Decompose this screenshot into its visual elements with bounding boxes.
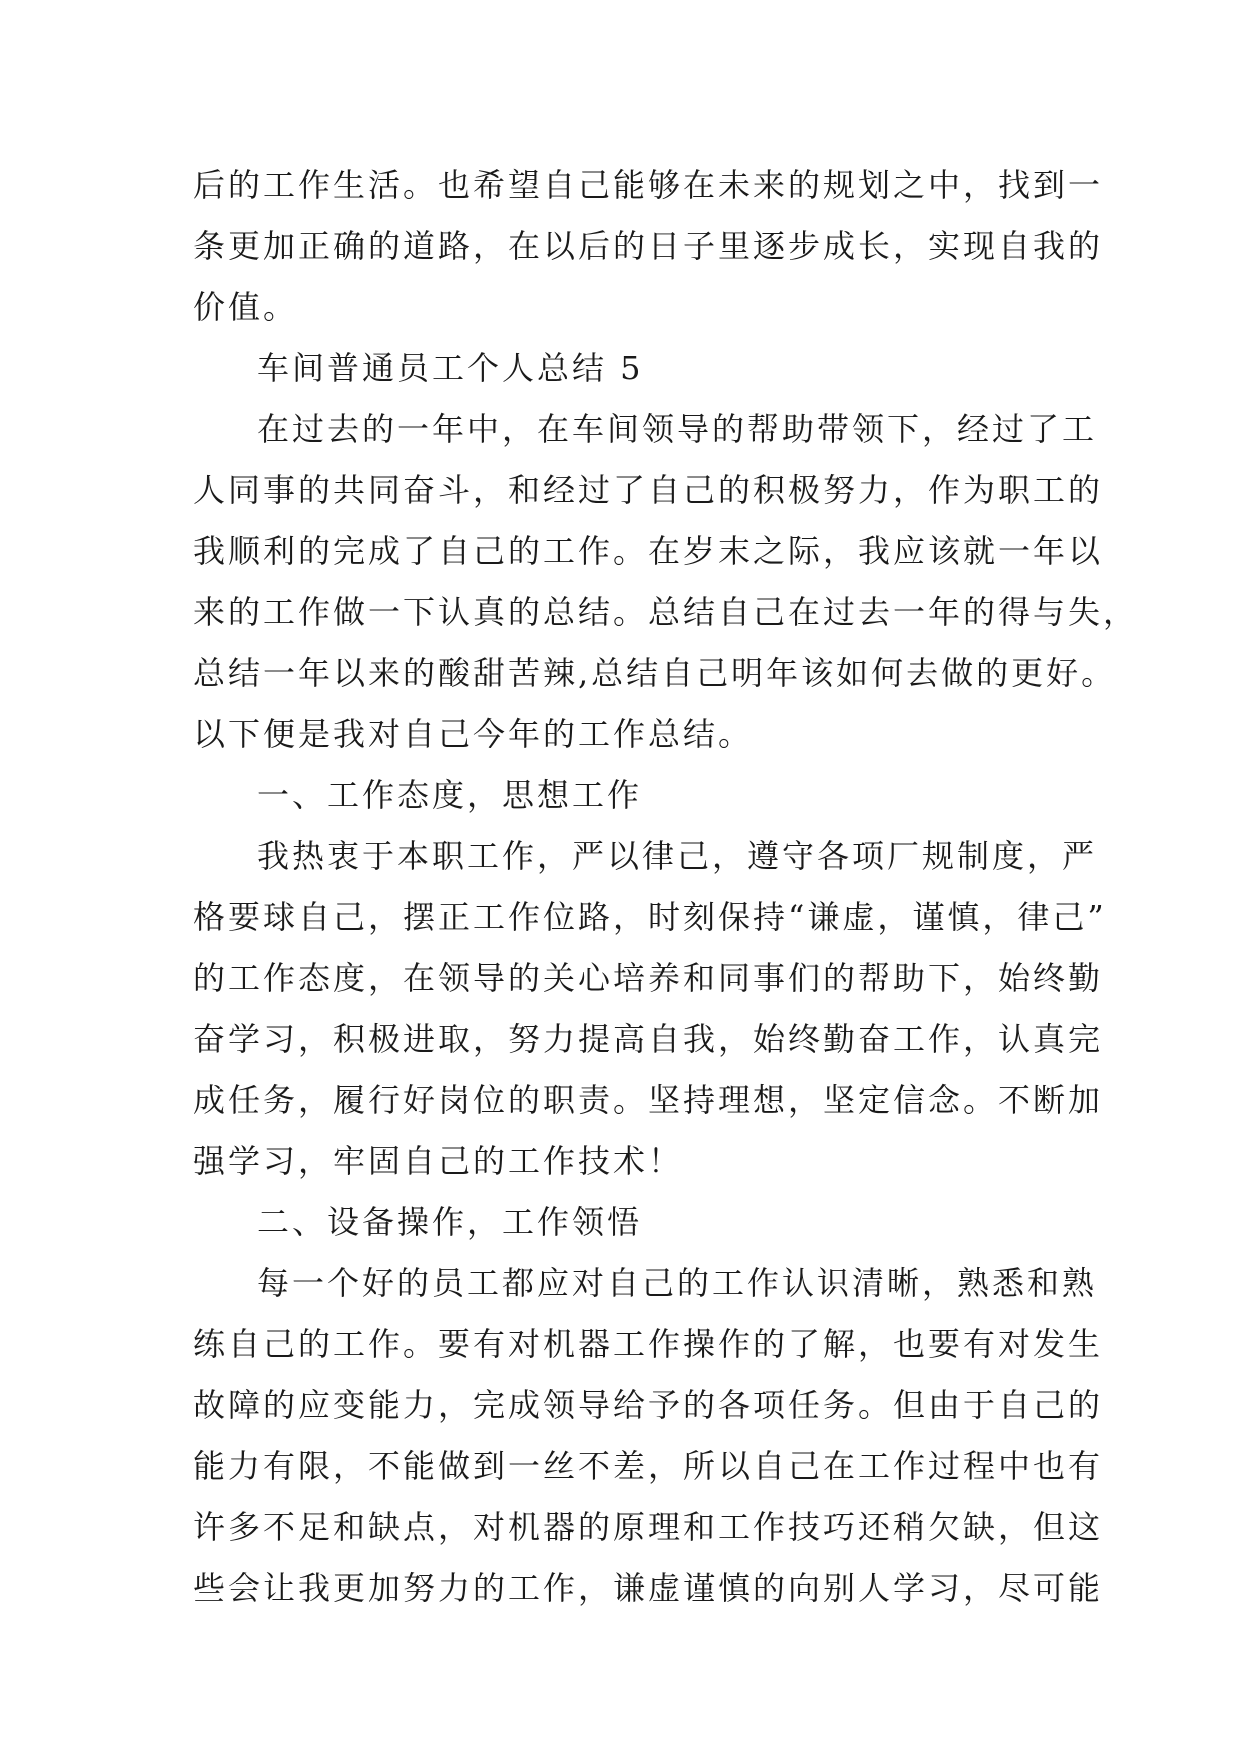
text-line: 格要球自己，摆正工作位路，时刻保持“谦虚，谨慎，律己” — [193, 898, 1107, 936]
text-line: 后的工作生活。也希望自己能够在未来的规划之中，找到一 — [193, 166, 1104, 204]
text-line: 成任务，履行好岗位的职责。坚持理想，坚定信念。不断加 — [193, 1081, 1104, 1119]
text-line: 能力有限，不能做到一丝不差，所以自己在工作过程中也有 — [193, 1447, 1104, 1485]
text-line: 每一个好的员工都应对自己的工作认识清晰，熟悉和熟 — [257, 1264, 1098, 1302]
text-line: 以下便是我对自己今年的工作总结。 — [193, 715, 754, 753]
section-title: 车间普通员工个人总结 5 — [257, 349, 644, 387]
text-line: 许多不足和缺点，对机器的原理和工作技巧还稍欠缺，但这 — [193, 1508, 1104, 1546]
text-line: 奋学习，积极进取，努力提高自我，始终勤奋工作，认真完 — [193, 1020, 1104, 1058]
section-heading: 二、设备操作，工作领悟 — [257, 1203, 643, 1241]
text-line: 来的工作做一下认真的总结。总结自己在过去一年的得与失， — [193, 593, 1139, 631]
text-line: 人同事的共同奋斗，和经过了自己的积极努力，作为职工的 — [193, 471, 1104, 509]
text-line: 强学习，牢固自己的工作技术！ — [193, 1142, 684, 1180]
text-line: 在过去的一年中，在车间领导的帮助带领下，经过了工 — [257, 410, 1098, 448]
text-line: 条更加正确的道路，在以后的日子里逐步成长，实现自我的 — [193, 227, 1104, 265]
section-heading: 一、工作态度，思想工作 — [257, 776, 643, 814]
text-line: 的工作态度，在领导的关心培养和同事们的帮助下，始终勤 — [193, 959, 1104, 997]
text-line: 总结一年以来的酸甜苦辣,总结自己明年该如何去做的更好。 — [193, 654, 1117, 692]
text-line: 价值。 — [193, 288, 299, 326]
text-line: 故障的应变能力，完成领导给予的各项任务。但由于自己的 — [193, 1386, 1104, 1424]
text-line: 些会让我更加努力的工作，谦虚谨慎的向别人学习，尽可能 — [193, 1569, 1104, 1607]
text-line: 我热衷于本职工作，严以律己，遵守各项厂规制度，严 — [257, 837, 1098, 875]
text-line: 我顺利的完成了自己的工作。在岁末之际，我应该就一年以 — [193, 532, 1104, 570]
document-body — [193, 155, 1139, 1619]
text-line: 练自己的工作。要有对机器工作操作的了解，也要有对发生 — [193, 1325, 1104, 1363]
